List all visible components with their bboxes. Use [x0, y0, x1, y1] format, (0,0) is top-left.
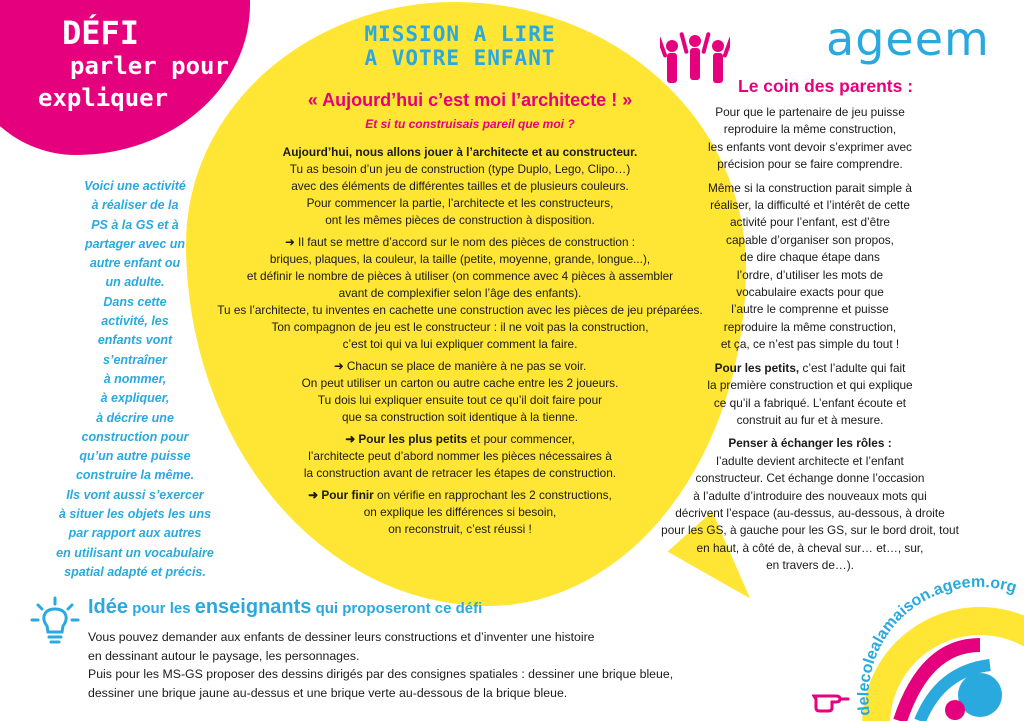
text-line: briques, plaques, la couleur, la taille (petite, moyenne, grande, longue...), [269, 252, 651, 266]
text-line: Pour que le partenaire de jeu puisse [715, 105, 905, 119]
title-word: enseignants [194, 596, 312, 618]
bold-phrase: Pour les petits, [714, 360, 800, 375]
text-line: c’est toi qui va lui expliquer comment la faire. [342, 337, 578, 351]
people-icon [660, 32, 730, 88]
text-line: pour les GS, à gauche pour les GS, sur le bord droit, tout [661, 523, 959, 538]
text-line: Ils vont aussi s’exercer [66, 487, 204, 502]
text-line: on explique les différences si besoin, [363, 505, 557, 519]
text-line: dessiner une brique jaune au-dessus et une brique verte au-dessous de la brique bleue. [88, 685, 568, 700]
defi-title: DÉFI [62, 14, 140, 52]
text-line: PS à la GS et à [91, 217, 179, 232]
defi-subtitle-2: expliquer [38, 84, 169, 112]
parents-section-title: Le coin des parents : [738, 76, 914, 96]
text-line: autre enfant ou [89, 256, 181, 271]
text-line: construit au fur et à mesure. [736, 412, 884, 427]
text-line: Dans cette [103, 294, 167, 309]
text-line: à expliquer, [100, 391, 170, 406]
mission-heading-1: MISSION A LIRE [364, 22, 556, 46]
text-line: on reconstruit, c’est réussi ! [388, 522, 532, 536]
text-line: activité pour l’enfant, est d’être [729, 215, 890, 230]
text-line: et définir le nombre de pièces à utiliser (on commence avec 4 pièces à assembler [246, 269, 674, 283]
text-line: reproduire la même construction, [723, 319, 897, 334]
text-line: reproduire la même construction, [723, 122, 897, 137]
quote-subtitle: Et si tu construisais pareil que moi ? [365, 117, 575, 131]
text-line: en dessinant autour le paysage, les personnages. [88, 648, 360, 663]
text-line: par rapport aux autres [68, 526, 202, 541]
text-line: ➜ Il faut se mettre d’accord sur le nom des pièces de construction : [284, 235, 636, 249]
text-line: Aujourd’hui, nous allons jouer à l’architecte et au constructeur. [282, 145, 638, 159]
title-word: qui proposeront ce défi [311, 600, 483, 617]
text-line: l’architecte peut d’abord nommer les pièces nécessaires à [308, 449, 612, 463]
bold-phrase: ➜ Pour finir [308, 488, 374, 502]
text-line: constructeur. Cet échange donne l’occasion [695, 471, 925, 486]
text-line: en utilisant un vocabulaire [56, 545, 214, 560]
title-word: Idée [88, 596, 129, 618]
text-line: Voici une activité [84, 179, 186, 193]
text-line: ➜ Chacun se place de manière à ne pas se voir. [333, 359, 587, 373]
text-line [600, 360, 1020, 377]
bold-phrase: ➜ Pour les plus petits [345, 432, 468, 446]
text-line: réaliser, la difficulté et l’intérêt de cette [710, 198, 910, 213]
text-line: ce qu’il a fabriqué. L’enfant écoute et [713, 395, 907, 410]
text-line: à situer les objets les uns [58, 507, 212, 522]
mission-heading-2: A VOTRE ENFANT [364, 46, 556, 70]
parents-paragraph-2 [600, 180, 1020, 354]
quote-title: « Aujourd’hui c’est moi l’architecte ! » [307, 90, 633, 110]
text-line: avec des éléments de différentes tailles et de plusieurs couleurs. [291, 179, 629, 193]
text-line: partager avec un [84, 236, 186, 251]
parents-section-text [600, 104, 1020, 581]
text-fragment: et pour commencer, [467, 432, 575, 446]
text-line: enfants vont [97, 333, 173, 348]
text-line: qu’un autre puisse [79, 449, 191, 464]
text-line: Ton compagnon de jeu est le constructeur : il ne voit pas la construction, [271, 320, 649, 334]
text-line: la première construction et qui explique [707, 378, 913, 393]
text-line: s’entraîner [103, 352, 167, 367]
text-line: l’adulte devient architecte et l’enfant [716, 453, 904, 468]
text-line: l’autre le comprenne et puisse [731, 302, 889, 317]
text-line: à réaliser de la [91, 198, 179, 213]
text-line: à nommer, [103, 371, 167, 386]
text-line: Puis pour les MS-GS proposer des dessins dirigés par des consignes spatiales : dessiner une brique bleue, [88, 667, 674, 682]
text-line: la construction avant de retracer les étapes de construction. [303, 466, 617, 480]
text-line: capable d’organiser son propos, [726, 232, 894, 247]
parents-paragraph-4 [600, 435, 1020, 574]
text-line: construction pour [81, 429, 189, 444]
ageem-logo: ageem [826, 12, 990, 66]
text-line: que sa construction soit identique à la tienne. [341, 410, 579, 424]
text-line: construire la même. [75, 468, 195, 483]
text-line: Pour commencer la partie, l’architecte et les constructeurs, [306, 196, 614, 210]
site-url: delecolealamaison.ageem.org [855, 575, 1019, 717]
parents-paragraph-3 [600, 360, 1020, 430]
text-line: un adulte. [105, 275, 165, 290]
text-line: les enfants vont devoir s’exprimer avec [708, 139, 912, 154]
text-line: Tu as besoin d’un jeu de construction (type Duplo, Lego, Clipo…) [289, 162, 631, 176]
text-line: spatial adapté et précis. [64, 564, 206, 579]
text-line: en travers de…). [766, 558, 854, 573]
text-fragment: on vérifie en rapprochant les 2 constructions, [373, 488, 612, 502]
text-line: de dire chaque étape dans [740, 250, 880, 265]
text-line: Même si la construction parait simple à [708, 180, 912, 195]
text-line: et ça, ce n’est pas simple du tout ! [720, 337, 900, 352]
idea-section-title [88, 596, 482, 619]
text-line: l’ordre, d’utiliser les mots de [736, 267, 884, 282]
idea-section-text [88, 628, 828, 702]
title-word: pour les [128, 600, 195, 617]
text-line: On peut utiliser un carton ou autre cache entre les 2 joueurs. [301, 376, 619, 390]
text-line: ont les mêmes pièces de construction à disposition. [325, 213, 595, 227]
text-line: avant de complexifier selon l’âge des enfants). [338, 286, 582, 300]
text-fragment: c’est l’adulte qui fait [799, 360, 906, 375]
activity-intro [20, 177, 250, 582]
text-line: à décrire une [96, 410, 174, 425]
text-line: activité, les [101, 314, 169, 329]
text-line: Tu dois lui expliquer ensuite tout ce qu’il doit faire pour [317, 393, 603, 407]
text-line: à l’adulte d’introduire des nouveaux mots qui [693, 488, 927, 503]
text-line: décrivent l’espace (au-dessus, au-dessous, à droite [675, 505, 945, 520]
text-line: Penser à échanger les rôles : [728, 436, 892, 451]
parents-paragraph-1 [600, 104, 1020, 174]
defi-subtitle-1: parler pour [70, 52, 229, 80]
pointing-hand-icon [812, 684, 852, 714]
lightbulb-icon [30, 596, 80, 646]
text-line: Tu es l’architecte, tu inventes en cachette une construction avec les pièces de jeu préparées. [217, 303, 703, 317]
text-line: Vous pouvez demander aux enfants de dessiner leurs constructions et d’inventer une histoire [88, 630, 595, 644]
text-line: précision pour se faire comprendre. [717, 157, 903, 172]
site-badge [830, 575, 1024, 721]
text-line: en haut, à côté de, à cheval sur… et…, sur, [696, 540, 924, 555]
text-line: vocabulaire exacts pour que [736, 285, 884, 300]
